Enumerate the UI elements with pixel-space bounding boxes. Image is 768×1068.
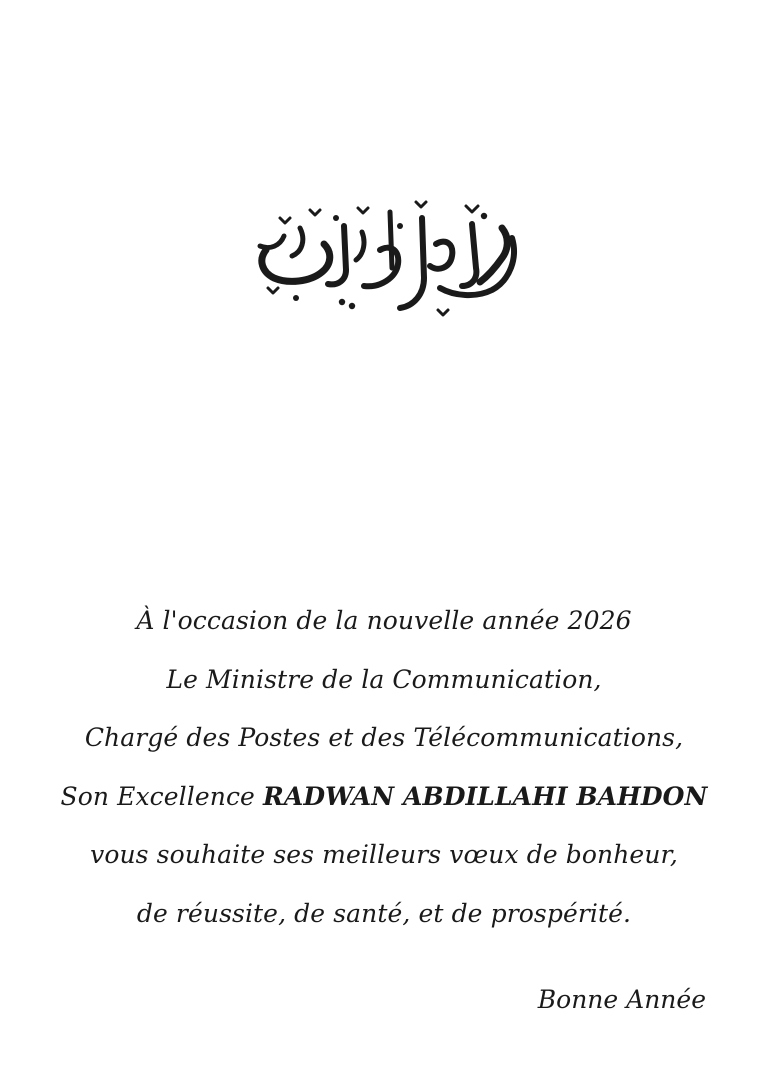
wishes-continuation-line: de réussite, de santé, et de prospérité. [136,898,632,928]
closing-signature: Bonne Année [537,985,706,1014]
excellency-line [0,768,768,827]
occasion-line: À l'occasion de la nouvelle année 2026 [136,606,632,635]
minister-title-line: Le Ministre de la Communication, [166,664,602,694]
minister-name: RADWAN ABDILLAHI BAHDON [263,781,708,811]
arabic-calligraphy-logo [240,198,530,328]
greeting-message [0,592,768,943]
excellency-prefix: Son Excellence [60,781,263,811]
wishes-line: vous souhaite ses meilleurs vœux de bonheur, [90,840,678,869]
ministry-scope-line: Chargé des Postes et des Télécommunications, [84,723,684,752]
